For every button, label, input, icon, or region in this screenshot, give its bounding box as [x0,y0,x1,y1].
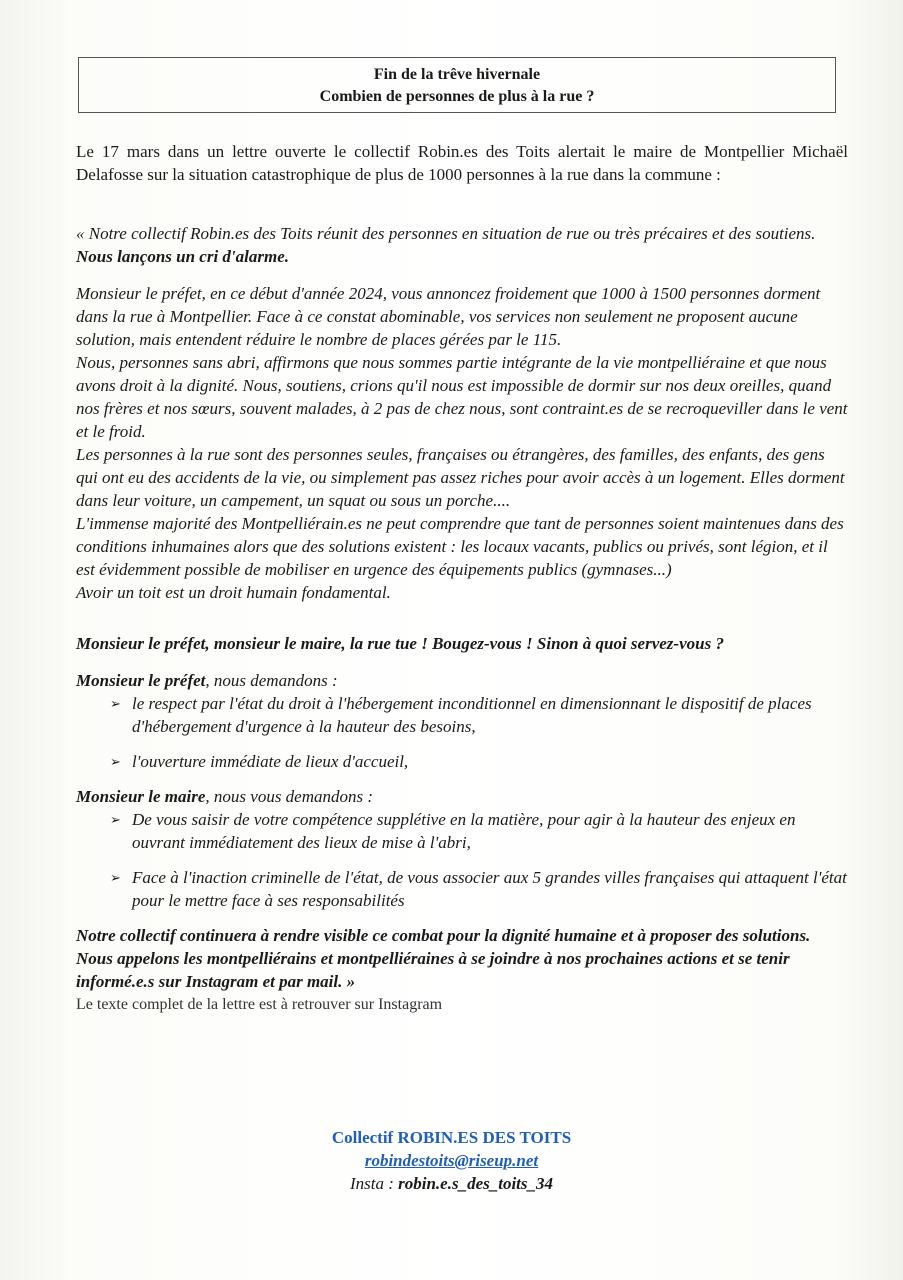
maire-lead-bold: Monsieur le maire [76,787,206,806]
prefet-lead [76,669,848,692]
quote-paragraph-3: Nous, personnes sans abri, affirmons que nous sommes partie intégrante de la vie montpelliéraine et que nous avons droit à la dignité. Nous, soutiens, crions qu'il nous est impossible de dormir sur nos deux oreilles, quand nos frères et nos sœurs, souvent malades, à 2 pas de chez nous, sont contraint.es de se recroqueviller dans le vent et le froid. [76,353,848,441]
letter-content [76,140,848,1016]
quoted-letter [76,222,848,993]
title-box [78,57,836,113]
arrowhead-bullet-icon: ➢ [110,696,121,711]
arrowhead-bullet-icon: ➢ [110,870,121,885]
maire-lead-rest: , nous vous demandons : [205,787,374,806]
signature-block [0,1126,903,1195]
prefet-section [76,669,848,773]
prefet-demands-list [76,692,848,773]
maire-lead [76,785,848,808]
prefet-lead-rest: , nous demandons : [205,671,338,690]
list-item [110,866,848,912]
instagram-handle: robin.e.s_des_toits_34 [398,1174,554,1193]
quote-paragraph-1 [76,222,848,268]
instagram-line [0,1172,903,1195]
collective-name: Collectif ROBIN.ES DES TOITS [331,1128,572,1147]
arrowhead-bullet-icon: ➢ [110,812,121,827]
instagram-label: Insta : [349,1174,399,1193]
quote-paragraph-4: Les personnes à la rue sont des personnes seules, françaises ou étrangères, des familles, des enfants, des gens qui ont eu des accidents de la vie, ou simplement pas assez riches pour avoir accès à un logement. Elles dorment dans leur voiture, un campement, un squat ou sous un porche.... [76,445,845,510]
arrowhead-bullet-icon: ➢ [110,754,121,769]
list-item [110,808,848,854]
list-item [110,750,848,773]
title-line-2: Combien de personnes de plus à la rue ? [319,88,595,105]
maire-demand-1: De vous saisir de votre compétence supplétive en la matière, pour agir à la hauteur des enjeux en ouvrant immédiatement des lieux de mise à l'abri, [132,810,796,852]
prefet-demand-1: le respect par l'état du droit à l'hébergement inconditionnel en dimensionnant le dispositif de places d'hébergement d'urgence à la hauteur des besoins, [132,694,812,736]
quote-paragraph-5: L'immense majorité des Montpelliérain.es ne peut comprendre que tant de personnes soient maintenues dans des conditions inhumaines alors que des solutions existent : les locaux vacants, publics ou privés, sont légion, et il est évidemment possible de mobiliser en urgence des équipements publics (gymnases...) [76,514,844,579]
prefet-demand-2: l'ouverture immédiate de lieux d'accueil, [132,752,409,771]
list-item [110,692,848,738]
maire-demands-list [76,808,848,912]
quote-cry: Monsieur le préfet, monsieur le maire, la rue tue ! Bougez-vous ! Sinon à quoi servez-vous ? [76,634,724,653]
quote-p1-text: « Notre collectif Robin.es des Toits réunit des personnes en situation de rue ou très précaires et des soutiens. [76,224,816,243]
maire-demand-2: Face à l'inaction criminelle de l'état, de vous associer aux 5 grandes villes françaises qui attaquent l'état pour le mettre face à ses responsabilités [132,868,847,910]
quote-paragraph-6: Avoir un toit est un droit humain fondamental. [76,583,391,602]
quote-p1-alarm: Nous lançons un cri d'alarme. [76,247,290,266]
email-link[interactable]: robindestoits@riseup.net [364,1151,539,1170]
instagram-note: Le texte complet de la lettre est à retrouver sur Instagram [76,996,443,1013]
quote-paragraph-2: Monsieur le préfet, en ce début d'année 2024, vous annoncez froidement que 1000 à 1500 personnes dorment dans la rue à Montpellier. Face à ce constat abominable, vos services non seulement ne proposent aucune solution, mais entendent réduire le nombre de places gérées par le 115. [76,284,821,349]
maire-section [76,785,848,912]
intro-paragraph: Le 17 mars dans un lettre ouverte le collectif Robin.es des Toits alertait le maire de Montpellier Michaël Delafosse sur la situation catastrophique de plus de 1000 personnes à la rue dans la commune : [76,142,848,184]
prefet-lead-bold: Monsieur le préfet [76,671,206,690]
final-paragraph: Notre collectif continuera à rendre visible ce combat pour la dignité humaine et à proposer des solutions. Nous appelons les montpelliérains et montpelliéraines à se joindre à nos prochaines actions et se tenir informé.e.s sur Instagram et par mail. » [76,926,811,991]
email-line [0,1149,903,1172]
title-line-1: Fin de la trêve hivernale [373,66,541,83]
